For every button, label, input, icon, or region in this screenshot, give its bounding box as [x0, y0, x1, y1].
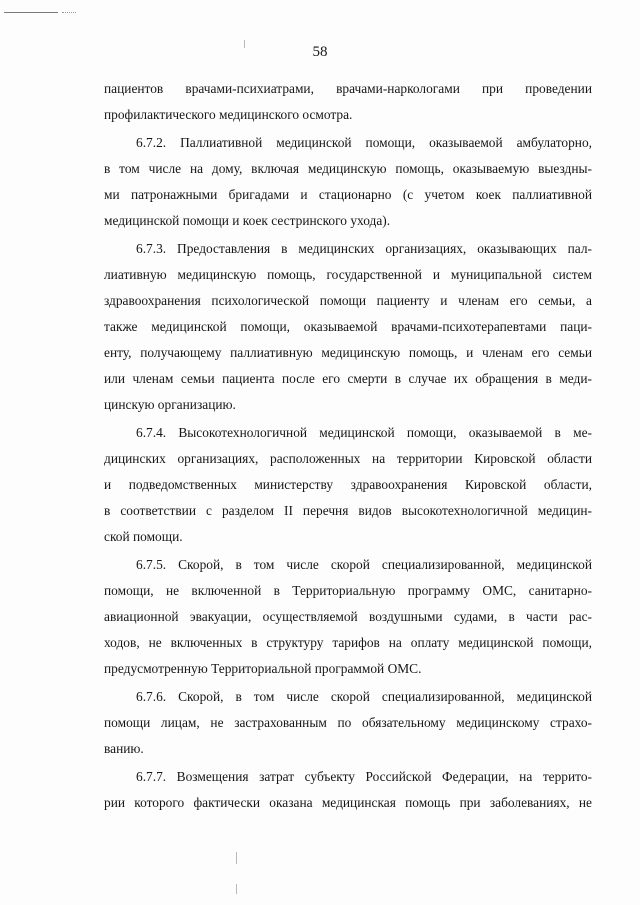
text-line: ванию.	[104, 741, 144, 756]
paragraph-6-7-7	[104, 764, 592, 816]
text-line: помощи, не включенной в Территориальную программу ОМС, санитарно-	[104, 583, 592, 598]
text-line: 6.7.7. Возмещения затрат субъекту Российской Федерации, на террито-	[136, 769, 592, 784]
text-line: 6.7.5. Скорой, в том числе скорой специализированной, медицинской	[136, 557, 592, 572]
text-line: рии которого фактически оказана медицинская помощь при заболеваниях, не	[104, 795, 592, 810]
text-line: ской помощи.	[104, 529, 183, 544]
text-line: профилактического медицинского осмотра.	[104, 107, 353, 122]
text-line: помощи лицам, не застрахованным по обязательному медицинскому страхо-	[104, 715, 592, 730]
paragraph-6-7-5	[104, 552, 592, 682]
scan-edge-mark	[4, 12, 58, 13]
text-line: 6.7.3. Предоставления в медицинских организациях, оказывающих пал-	[136, 241, 592, 256]
text-line: 6.7.6. Скорой, в том числе скорой специализированной, медицинской	[136, 689, 592, 704]
text-line: и подведомственных министерству здравоохранения Кировской области,	[104, 477, 592, 492]
page-number: 58	[312, 44, 328, 60]
text-line: ходов, не включенных в структуру тарифов на оплату медицинской помощи,	[104, 635, 592, 650]
text-line: предусмотренную Территориальной программой ОМС.	[104, 661, 422, 676]
scan-artifact	[236, 852, 237, 864]
scan-edge-mark	[62, 12, 76, 13]
scan-artifact	[244, 40, 245, 48]
text-line: ми патронажными бригадами и стационарно (с учетом коек паллиативной	[104, 187, 592, 202]
text-line: 6.7.4. Высокотехнологичной медицинской помощи, оказываемой в ме-	[136, 425, 592, 440]
text-line: здравоохранения психологической помощи пациенту и членам его семьи, а	[104, 293, 592, 308]
paragraph-6-7-2	[104, 130, 592, 234]
text-line: пациентов врачами-психиатрами, врачами-наркологами при проведении	[104, 81, 592, 96]
text-line: 6.7.2. Паллиативной медицинской помощи, оказываемой амбулаторно,	[136, 135, 592, 150]
text-line: также медицинской помощи, оказываемой врачами-психотерапевтами паци-	[104, 319, 592, 334]
paragraph-6-7-3	[104, 236, 592, 418]
text-line: дицинских организациях, расположенных на территории Кировской области	[104, 451, 592, 466]
text-line: авиационной эвакуации, осуществляемой воздушными судами, в части рас-	[104, 609, 592, 624]
text-line: или членам семьи пациента после его смерти в случае их обращения в меди-	[104, 371, 592, 386]
scan-artifact	[236, 884, 237, 894]
text-line: цинскую организацию.	[104, 397, 236, 412]
text-line: лиативную медицинскую помощь, государственной и муниципальной систем	[104, 267, 592, 282]
text-line: в том числе на дому, включая медицинскую помощь, оказываемую выездны-	[104, 161, 592, 176]
paragraph-continuation	[104, 76, 592, 128]
paragraph-6-7-4	[104, 420, 592, 550]
paragraph-6-7-6	[104, 684, 592, 762]
text-line: в соответствии с разделом II перечня видов высокотехнологичной медицин-	[104, 503, 592, 518]
document-body	[104, 76, 592, 816]
text-line: енту, получающему паллиативную медицинскую помощь, и членам его семьи	[104, 345, 592, 360]
text-line: медицинской помощи и коек сестринского ухода).	[104, 213, 391, 228]
